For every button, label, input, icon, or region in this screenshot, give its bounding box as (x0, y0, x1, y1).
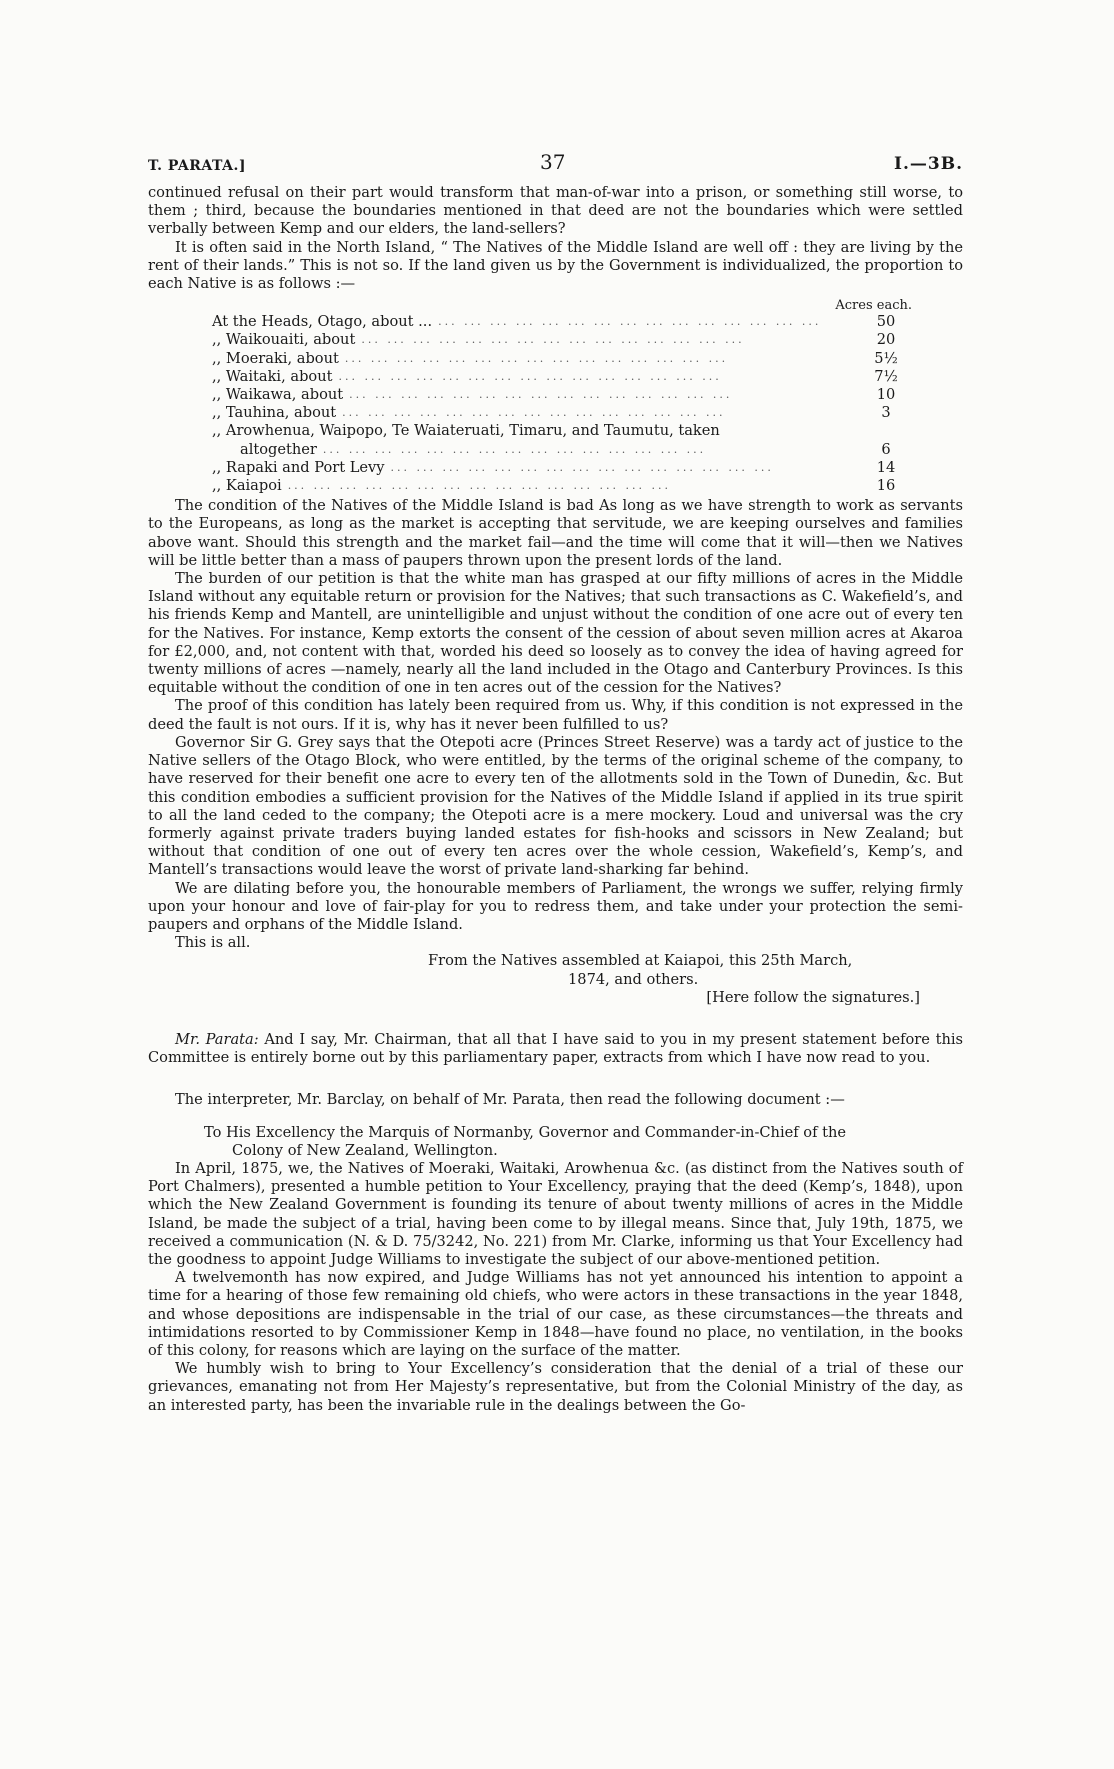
leader-dots: ... ... ... ... ... ... ... ... ... ... ... ... ... ... ... (438, 315, 822, 329)
table-cell-value: 5½ (874, 349, 898, 367)
spacer (148, 1067, 963, 1091)
table-row (212, 368, 912, 386)
paragraph: It is often said in the North Island, “ The Natives of the Middle Island are well off : they are living by the rent of their lands.” This is not so. If the land given us by the Government is individualized, the proportion to each Native is as follows :— (148, 238, 963, 293)
document-page (148, 150, 963, 1415)
speaker-name: Mr. Parata: (175, 1030, 259, 1048)
paragraph: We humbly wish to bring to Your Excellency’s consideration that the denial of a trial of these our grievances, emanating not from Her Majesty’s representative, but from the Colonial Ministry of the day, as an interested party, has been the invariable rule in the dealings between the Go- (148, 1360, 963, 1414)
table-row (212, 313, 912, 331)
leader-dots: ... ... ... ... ... ... ... ... ... ... ... ... ... ... ... (322, 442, 707, 456)
signature-line: From the Natives assembled at Kaiapoi, this 25th March, (428, 952, 853, 970)
signature-block (428, 952, 948, 1007)
leader-dots: ... ... ... ... ... ... ... ... ... ... ... ... ... ... ... (342, 406, 726, 420)
leader-dots: ... ... ... ... ... ... ... ... ... ... ... ... ... ... ... (338, 369, 722, 383)
header-right: I.—3B. (894, 154, 963, 174)
paragraph: The burden of our petition is that the white man has grasped at our fifty millions of acres in the Middle Island without any equitable return or provision for the Natives; that such transactions as C. Wakefield’s, and his friends Kemp and Mantell, are unintelligible and unjust without the condition of one acre out of every ten for the Natives. For instance, Kemp extorts the consent of the cession of about seven million acres at Akaroa for £2,000, and, not content with that, worded his deed so loosely as to convey the idea of having agreed for twenty millions of acres —namely, nearly all the land included in the Otago and Canterbury Provinces. Is this equitable without the condition of one in ten acres out of the cession for the Natives? (148, 570, 963, 697)
table-row (212, 331, 912, 349)
table-row (212, 404, 912, 422)
table-cell-value: 10 (876, 386, 896, 404)
paragraph: A twelvemonth has now expired, and Judge Williams has not yet announced his intention to appoint a time for a hearing of those few remaining old chiefs, who were actors in these transactions in the year 1848, and whose depositions are indispensable in the trial of our case, as these circumstances—the threats and intimidations resorted to by Commissioner Kemp in 1848—have found no place, no ventilation, in the books of this colony, for reasons which are laying on the surface of the matter. (148, 1269, 963, 1359)
statement-text: And I say, Mr. Chairman, that all that I have said to you in my present statement before this Committee is entirely borne out by this parliamentary paper, extracts from which I have now read to you. (148, 1030, 963, 1067)
table-row-continuation (212, 441, 912, 459)
table-row (212, 477, 912, 495)
leader-dots: ... ... ... ... ... ... ... ... ... ... ... ... ... ... ... (287, 479, 671, 493)
signature-note: [Here follow the signatures.] (706, 988, 920, 1006)
paragraph: We are dilating before you, the honourable members of Parliament, the wrongs we suffer, relying firmly upon your honour and love of fair-play for you to redress them, and take under your protection the semi-paupers and orphans of the Middle Island. (148, 879, 963, 933)
table-cell-value: 6 (881, 440, 891, 458)
parata-statement (148, 1031, 963, 1067)
table-cell-place: ,, Waikouaiti, about (212, 331, 356, 349)
table-row (212, 459, 912, 477)
leader-dots: ... ... ... ... ... ... ... ... ... ... ... ... ... ... ... (390, 460, 774, 474)
leader-dots: ... ... ... ... ... ... ... ... ... ... ... ... ... ... ... (361, 333, 745, 347)
paragraph: In April, 1875, we, the Natives of Moeraki, Waitaki, Arowhenua &c. (as distinct from the Natives south of Port Chalmers), presented a humble petition to Your Excellency, praying that the deed (Kemp’s, 1848), upon which the New Zealand Government is founding its tenure of about twenty millions of acres in the Middle Island, be made the subject of a trial, having been come to by illegal means. Since that, July 19th, 1875, we received a communication (N. & D. 75/3242, No. 221) from Mr. Clarke, informing us that Your Excellency had the goodness to appoint Judge Williams to investigate the subject of our above-mentioned petition. (148, 1159, 963, 1268)
table-cell-place: ,, Tauhina, about (212, 404, 337, 422)
page-number: 37 (540, 150, 566, 174)
spacer (148, 1110, 963, 1124)
paragraph: Governor Sir G. Grey says that the Otepoti acre (Princes Street Reserve) was a tardy act of justice to the Native sellers of the Otago Block, who were entitled, by the terms of the original scheme of the company, to have reserved for their benefit one acre to every ten of the allotments sold in the Town of Dunedin, &c. But this condition embodies a sufficient provision for the Natives of the Middle Island if applied in its true spirit to all the land ceded to the company; the Otepoti acre is a mere mockery. Loud and universal was the cry formerly against private traders buying landed estates for fish-hooks and scissors in New Zealand; but without that condition of one out of every ten acres over the whole cession, Wakefield’s, Kemp’s, and Mantell’s transactions would leave the worst of private land-sharking far behind. (148, 733, 963, 879)
address-line: Colony of New Zealand, Wellington. (232, 1141, 498, 1159)
leader-dots: ... ... ... ... ... ... ... ... ... ... ... ... ... ... ... (344, 351, 729, 365)
table-cell-place: ,, Kaiapoi (212, 477, 282, 495)
table-cell-place: ,, Moeraki, about (212, 349, 339, 367)
paragraph: continued refusal on their part would transform that man-of-war into a prison, or something still worse, to them ; third, because the boundaries mentioned in that deed are not the boundaries which were settled verbally between Kemp and our elders, the land-sellers? (148, 184, 963, 238)
table-cell-value: 50 (876, 313, 896, 331)
table-cell-value: 7½ (874, 367, 898, 385)
paragraph: The condition of the Natives of the Middle Island is bad As long as we have strength to work as servants to the Europeans, as long as the market is accepting that servitude, we are keeping ourselves and families above want. Should this strength and the market fail—and the time will come that it will—then we Natives will be little better than a mass of paupers thrown upon the present lords of the land. (148, 497, 963, 569)
table-cell-value: 16 (876, 477, 896, 495)
table-cell-place: ,, Waitaki, about (212, 367, 333, 385)
acreage-table (212, 299, 912, 495)
table-row (212, 422, 912, 440)
table-column-header: Acres each. (835, 298, 912, 314)
table-row (212, 386, 912, 404)
paragraph: The proof of this condition has lately been required from us. Why, if this condition is not expressed in the deed the fault is not ours. If it is, why has it never been fulfilled to us? (148, 697, 963, 733)
table-cell-place: At the Heads, Otago, about ... (212, 313, 433, 331)
table-cell-value: 20 (876, 331, 896, 349)
spacer (148, 1007, 963, 1031)
table-cell-place-continuation: altogether (240, 440, 317, 458)
interpreter-line: The interpreter, Mr. Barclay, on behalf of Mr. Parata, then read the following document :— (175, 1091, 845, 1109)
address-line: To His Excellency the Marquis of Normanby, Governor and Commander-in-Chief of the (204, 1123, 847, 1141)
running-header (148, 150, 963, 184)
paragraph: This is all. (175, 934, 251, 952)
table-cell-value: 14 (876, 458, 896, 476)
header-left: T. PARATA.] (148, 158, 246, 174)
signature-line: 1874, and others. (568, 970, 699, 988)
table-cell-place: ,, Rapaki and Port Levy (212, 458, 385, 476)
leader-dots: ... ... ... ... ... ... ... ... ... ... ... ... ... ... ... (349, 388, 733, 402)
table-cell-value: 3 (881, 404, 891, 422)
table-cell-place: ,, Waikawa, about (212, 386, 344, 404)
table-cell-place: ,, Arowhenua, Waipopo, Te Waiateruati, Timaru, and Taumutu, taken (212, 422, 720, 440)
table-row (212, 350, 912, 368)
